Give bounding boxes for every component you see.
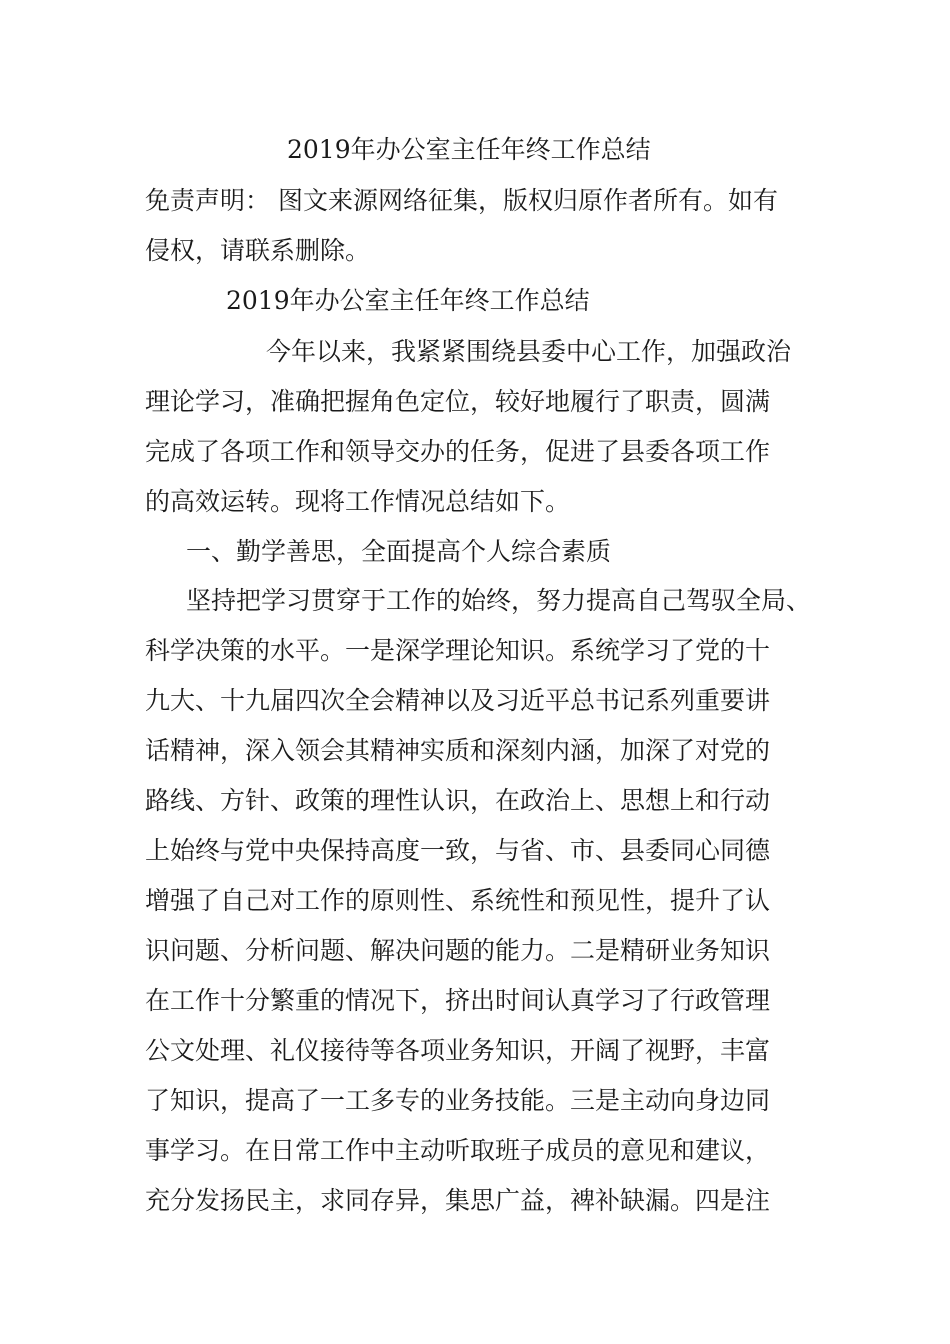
body-line: 的高效运转。现将工作情况总结如下。 xyxy=(145,487,571,516)
body-line: 话精神，深入领会其精神实质和深刻内涵，加深了对党的 xyxy=(145,736,771,765)
document-title: 2019年办公室主任年终工作总结 xyxy=(287,135,651,164)
body-line: 科学决策的水平。一是深学理论知识。系统学习了党的十 xyxy=(145,636,771,665)
body-line: 九大、十九届四次全会精神以及习近平总书记系列重要讲 xyxy=(145,686,771,715)
body-line: 上始终与党中央保持高度一致，与省、市、县委同心同德 xyxy=(145,836,771,865)
body-line: 在工作十分繁重的情况下，挤出时间认真学习了行政管理 xyxy=(145,986,771,1015)
body-line: 公文处理、礼仪接待等各项业务知识，开阔了视野，丰富 xyxy=(145,1036,771,1065)
body-line: 理论学习，准确把握角色定位，较好地履行了职责，圆满 xyxy=(145,387,771,416)
body-line: 增强了自己对工作的原则性、系统性和预见性，提升了认 xyxy=(145,886,771,915)
body-line: 了知识，提高了一工多专的业务技能。三是主动向身边同 xyxy=(145,1086,771,1115)
body-line: 坚持把学习贯穿于工作的始终，努力提高自己驾驭全局、 xyxy=(186,586,812,615)
body-line: 充分发扬民主，求同存异，集思广益，裨补缺漏。四是注 xyxy=(145,1186,771,1215)
body-line: 识问题、分析问题、解决问题的能力。二是精研业务知识 xyxy=(145,936,771,965)
disclaimer-line-2: 侵权，请联系删除。 xyxy=(145,236,371,265)
body-line: 完成了各项工作和领导交办的任务，促进了县委各项工作 xyxy=(145,437,771,466)
body-line: 今年以来，我紧紧围绕县委中心工作，加强政治 xyxy=(266,337,792,366)
disclaimer-line-1: 免责声明： 图文来源网络征集，版权归原作者所有。如有 xyxy=(145,186,778,215)
section-title: 2019年办公室主任年终工作总结 xyxy=(226,286,590,315)
body-line: 路线、方针、政策的理性认识，在政治上、思想上和行动 xyxy=(145,786,771,815)
heading-one: 一、勤学善思，全面提高个人综合素质 xyxy=(186,537,612,566)
body-line: 事学习。在日常工作中主动听取班子成员的意见和建议， xyxy=(145,1136,771,1165)
